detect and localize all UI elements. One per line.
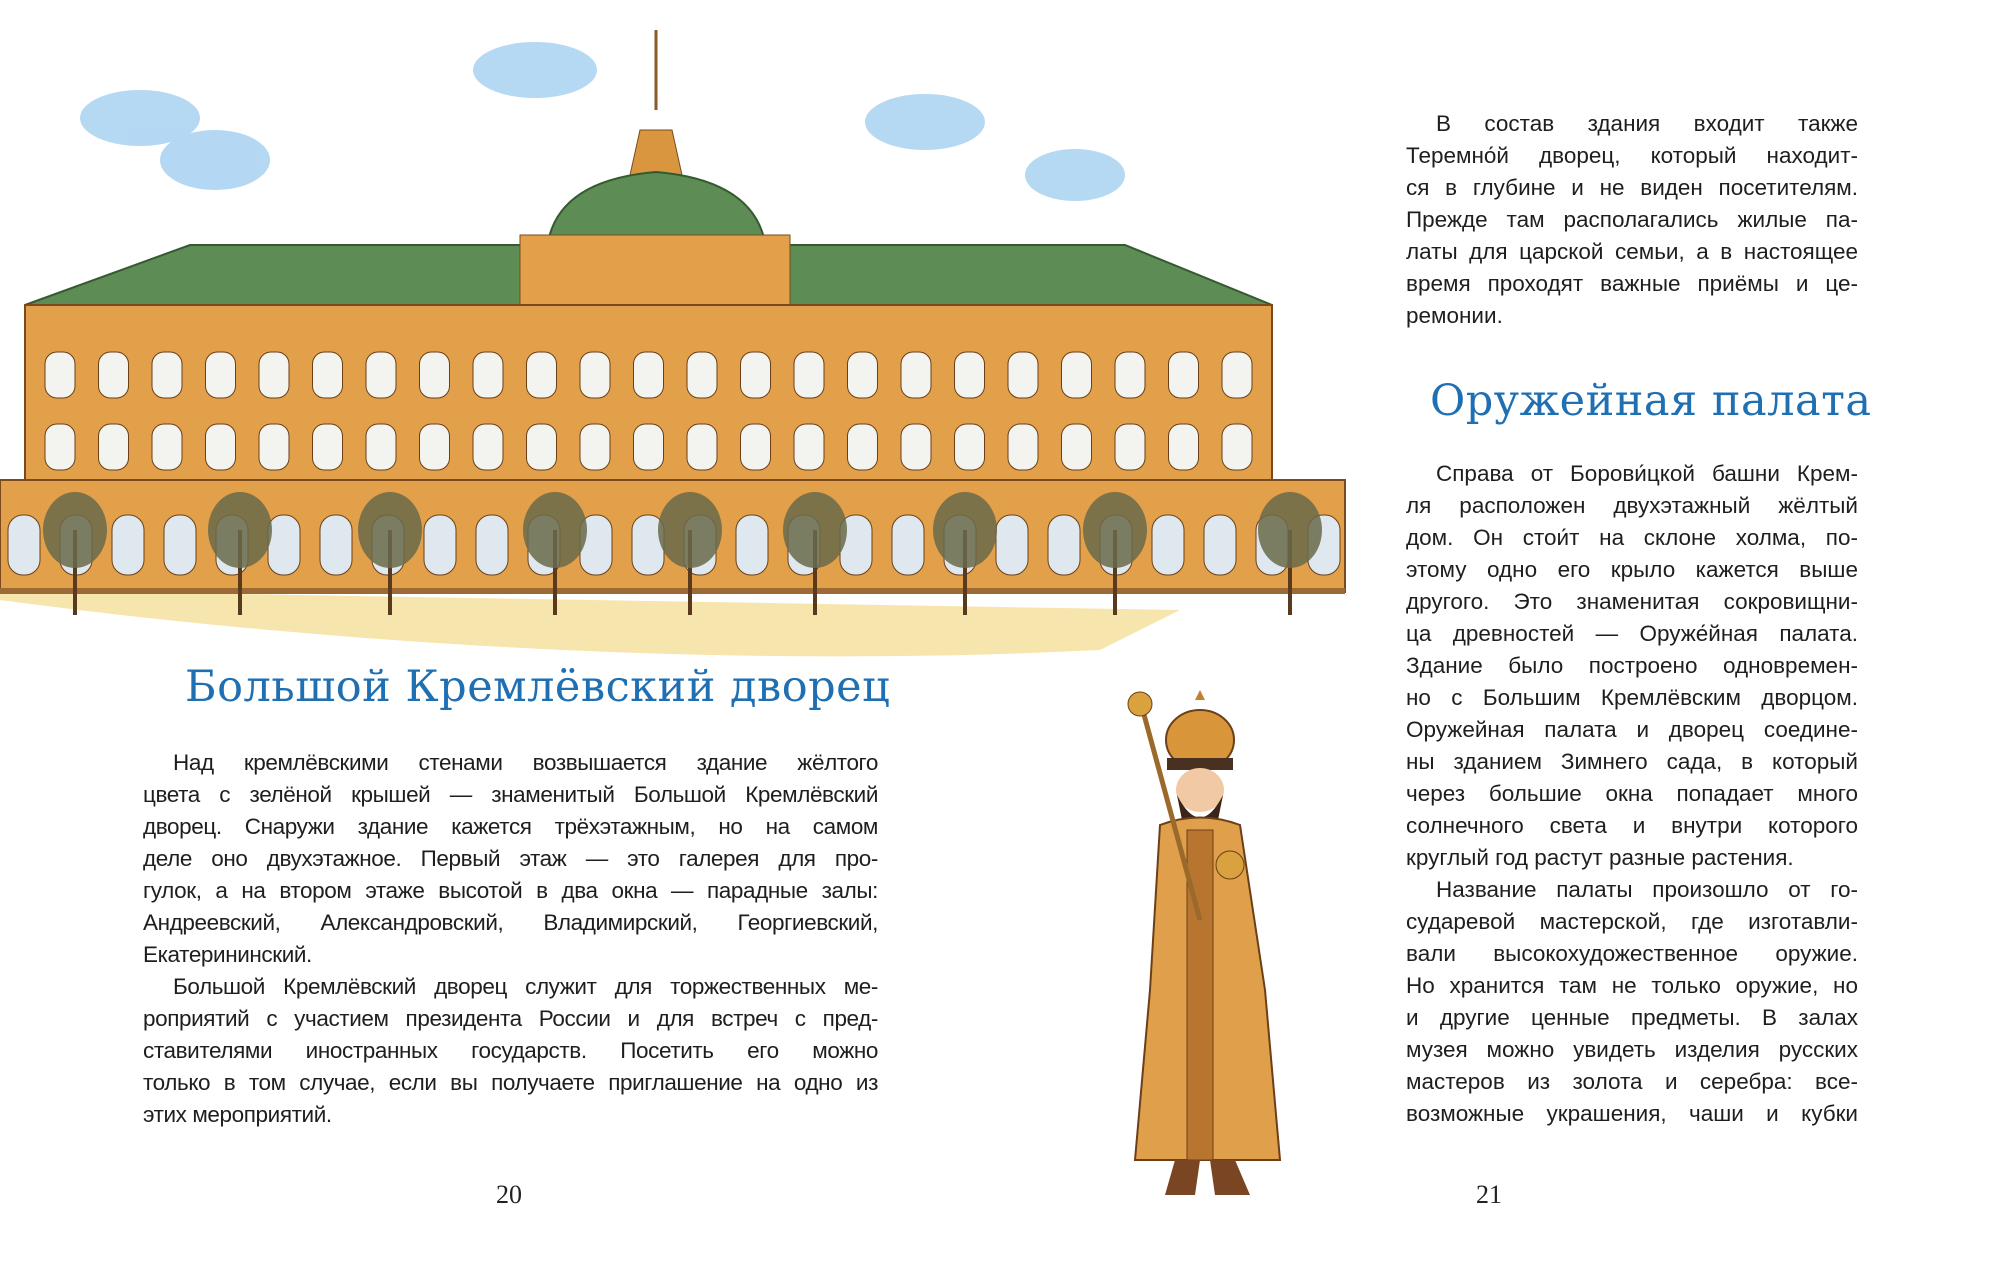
text-line: Название палаты произошло от го- (1436, 877, 1858, 902)
window (366, 424, 396, 470)
window (580, 424, 610, 470)
text-line: роприятий с участием президента России и для встреч с пред- (143, 1006, 878, 1031)
section-heading-armoury-chamber: Оружейная палата (1430, 376, 1872, 426)
window (580, 352, 610, 398)
section-heading-grand-kremlin-palace: Большой Кремлёвский дворец (185, 662, 891, 712)
window (1115, 352, 1145, 398)
gallery-arch (112, 515, 144, 575)
window (45, 352, 75, 398)
window (259, 352, 289, 398)
text-line: ремонии. (1406, 303, 1503, 328)
gallery-arch (736, 515, 768, 575)
window (45, 424, 75, 470)
gallery-arch (476, 515, 508, 575)
window (313, 352, 343, 398)
text-line: латы для царской семьи, а в настоящее (1406, 239, 1858, 264)
text-line: Но хранится там не только оружие, но (1406, 973, 1858, 998)
grand-kremlin-palace-illustration (0, 0, 1360, 680)
gallery-arch (892, 515, 924, 575)
gallery-arch (320, 515, 352, 575)
window (1222, 424, 1252, 470)
tree (658, 492, 722, 615)
tree (1258, 492, 1322, 615)
text-line: В состав здания входит также (1436, 111, 1858, 136)
window (1222, 352, 1252, 398)
text-line: этих мероприятий. (143, 1102, 332, 1127)
window (152, 352, 182, 398)
text-line: другого. Это знаменитая сокровищни- (1406, 589, 1858, 614)
text-line: гулок, а на втором этаже высотой в два окна — парадные залы: (143, 878, 878, 903)
text-line: возможные украшения, чаши и кубки (1406, 1101, 1858, 1126)
text-line: ля расположен двухэтажный жёлтый (1406, 493, 1858, 518)
tree (523, 492, 587, 615)
window (1062, 424, 1092, 470)
text-line: Теремно́й дворец, который находит- (1406, 143, 1858, 168)
window (687, 424, 717, 470)
window (848, 424, 878, 470)
text-line: цвета с зелёной крышей — знаменитый Большой Кремлёвский (143, 782, 878, 807)
window (1008, 352, 1038, 398)
window (1169, 424, 1199, 470)
window (1115, 424, 1145, 470)
window (259, 424, 289, 470)
text-line: сударевой мастерской, где изготавли- (1406, 909, 1858, 934)
text-line: время проходят важные приёмы и це- (1406, 271, 1858, 296)
window (473, 424, 503, 470)
window (848, 352, 878, 398)
text-line: этому одно его крыло кажется выше (1406, 557, 1858, 582)
text-line: ся в глубине и не виден посетителям. (1406, 175, 1858, 200)
text-line: Оружейная палата и дворец соедине- (1406, 717, 1858, 742)
text-line: музея можно увидеть изделия русских (1406, 1037, 1858, 1062)
window (794, 352, 824, 398)
window (206, 352, 236, 398)
window (794, 424, 824, 470)
window (955, 424, 985, 470)
text-line: и другие ценные предметы. В залах (1406, 1005, 1858, 1030)
window (955, 352, 985, 398)
window (741, 352, 771, 398)
text-line: деле оно двухэтажное. Первый этаж — это галерея для про- (143, 846, 878, 871)
left-paragraph-2 (143, 971, 878, 1131)
gallery-arch (1152, 515, 1184, 575)
text-line: Здание было построено одновремен- (1406, 653, 1858, 678)
window (741, 424, 771, 470)
right-paragraph-2 (1406, 874, 1858, 1130)
text-line: Екатерининский. (143, 942, 312, 967)
window (99, 352, 129, 398)
text-line: Андреевский, Александровский, Владимирский, Георгиевский, (143, 910, 878, 935)
window (634, 352, 664, 398)
gallery-arch (1048, 515, 1080, 575)
text-line: только в том случае, если вы получаете приглашение на одно из (143, 1070, 878, 1095)
text-line: ца древностей — Оруже́йная палата. (1406, 621, 1858, 646)
gallery-arch (1204, 515, 1236, 575)
text-line: Справа от Борови́цкой башни Крем- (1436, 461, 1858, 486)
tree (1083, 492, 1147, 615)
text-line: круглый год растут разные растения. (1406, 845, 1794, 870)
window (527, 424, 557, 470)
text-line: через большие окна попадает много (1406, 781, 1858, 806)
text-line: Прежде там располагались жилые па- (1406, 207, 1858, 232)
window (1008, 424, 1038, 470)
window (901, 352, 931, 398)
text-line: вали высокохудожественное оружие. (1406, 941, 1858, 966)
text-line: мастеров из золота и серебра: все- (1406, 1069, 1858, 1094)
text-line: ставителями иностранных государств. Посетить его можно (143, 1038, 878, 1063)
window (1169, 352, 1199, 398)
window (206, 424, 236, 470)
window (473, 352, 503, 398)
gallery-arch (164, 515, 196, 575)
window (527, 352, 557, 398)
tsar-illustration (1105, 690, 1335, 1210)
tree (783, 492, 847, 615)
gallery-arch (424, 515, 456, 575)
window (313, 424, 343, 470)
gallery-arch (996, 515, 1028, 575)
clouds (80, 42, 1125, 201)
page-number-left: 20 (496, 1180, 522, 1209)
tree (933, 492, 997, 615)
window (420, 424, 450, 470)
window (634, 424, 664, 470)
window (366, 352, 396, 398)
window (420, 352, 450, 398)
page-number-right: 21 (1476, 1180, 1502, 1209)
text-line: ны зданием Зимнего сада, в который (1406, 749, 1858, 774)
right-intro-paragraph (1406, 108, 1858, 332)
gallery-arch (8, 515, 40, 575)
text-line: дворец. Снаружи здание кажется трёхэтажным, но на самом (143, 814, 878, 839)
text-line: дом. Он стои́т на склоне холма, по- (1406, 525, 1858, 550)
window (99, 424, 129, 470)
window (901, 424, 931, 470)
window (152, 424, 182, 470)
text-line: Большой Кремлёвский дворец служит для торжественных ме- (173, 974, 878, 999)
window (687, 352, 717, 398)
text-line: но с Большим Кремлёвским дворцом. (1406, 685, 1858, 710)
left-paragraph-1 (143, 747, 878, 971)
gallery-arch (268, 515, 300, 575)
window (1062, 352, 1092, 398)
text-line: Над кремлёвскими стенами возвышается здание жёлтого (173, 750, 878, 775)
text-line: солнечного света и внутри которого (1406, 813, 1858, 838)
right-paragraph-1 (1406, 458, 1858, 874)
